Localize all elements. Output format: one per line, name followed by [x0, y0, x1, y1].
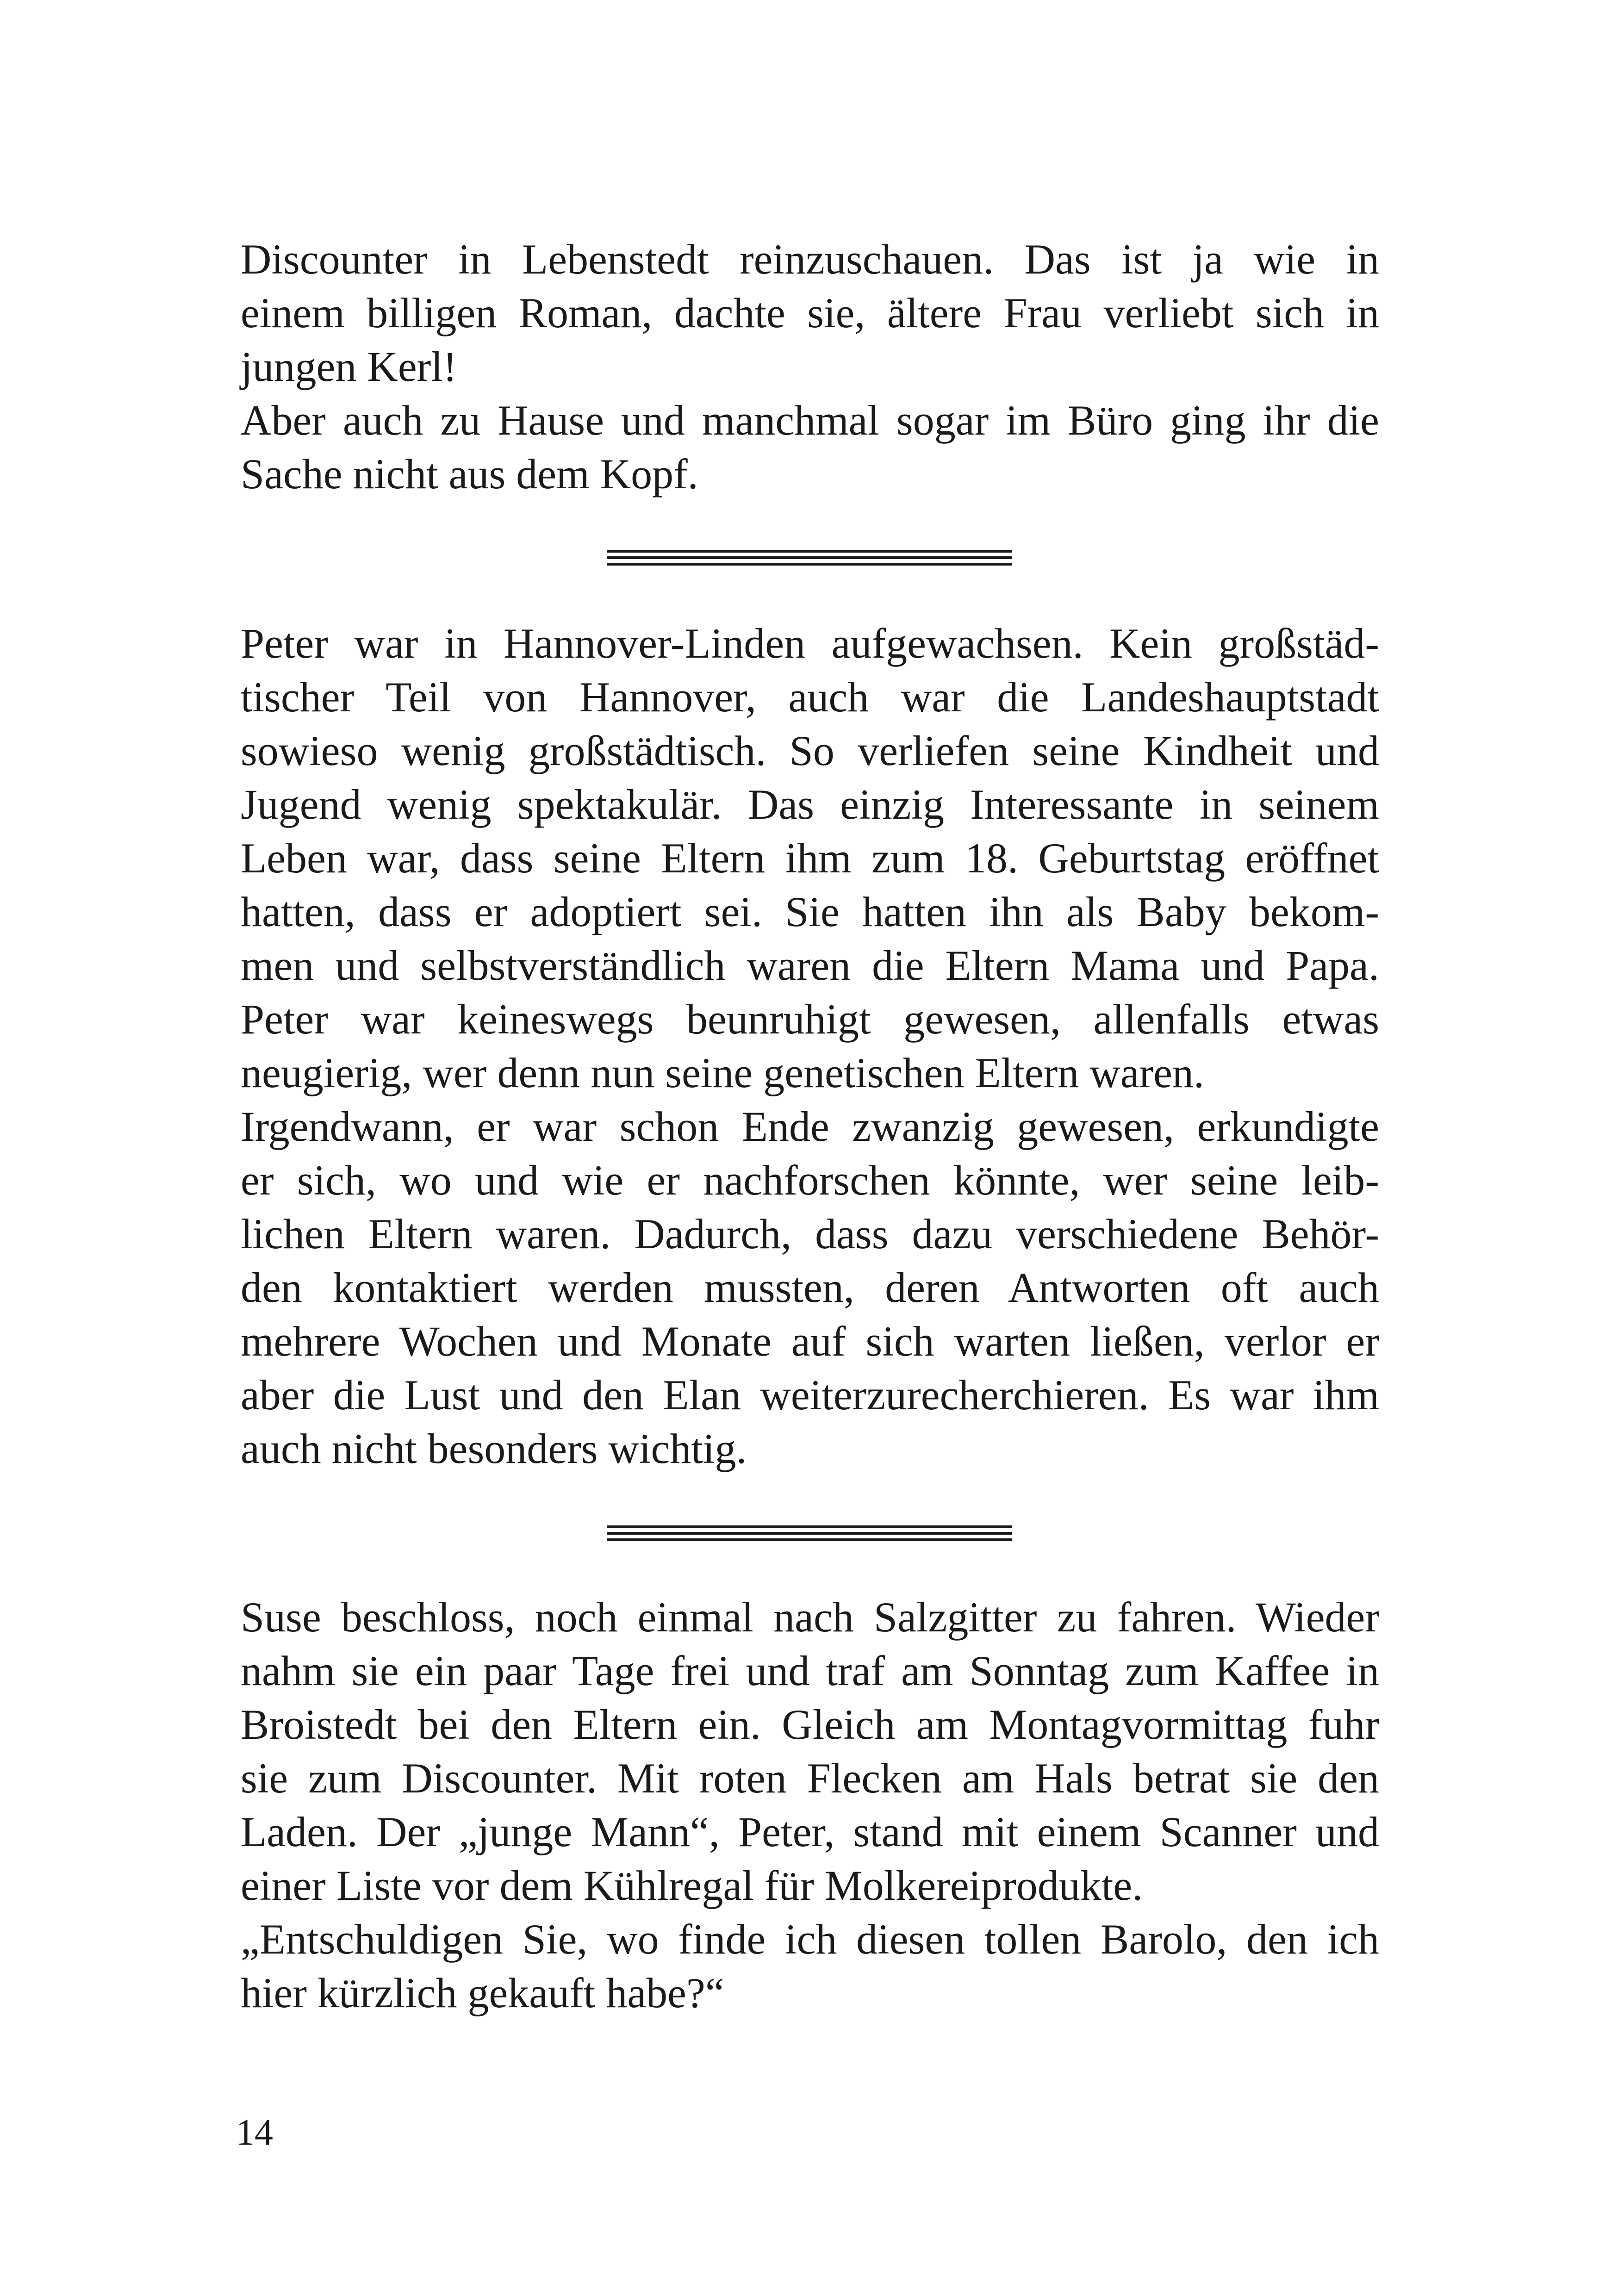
section-separator	[607, 550, 1012, 567]
text-line: Broistedt bei den Eltern ein. Gleich am Montagvormittag fuhr	[241, 1701, 1379, 1748]
text-line: Laden. Der „junge Mann“, Peter, stand mit einem Scanner und	[241, 1808, 1379, 1855]
text-line: Suse beschloss, noch einmal nach Salzgitter zu fahren. Wieder	[241, 1593, 1379, 1641]
text-line: Peter war in Hannover-Linden aufgewachsen. Kein großstäd-	[241, 620, 1379, 667]
text-line: hier kürzlich gekauft habe?“	[241, 1969, 724, 2016]
text-line: Aber auch zu Hause und manchmal sogar im Büro ging ihr die	[241, 397, 1379, 444]
text-line: Leben war, dass seine Eltern ihm zum 18. Geburtstag eröffnet	[241, 834, 1379, 882]
text-line: sie zum Discounter. Mit roten Flecken am Hals betrat sie den	[241, 1755, 1379, 1802]
text-line: den kontaktiert werden mussten, deren Antworten oft auch	[241, 1264, 1379, 1311]
text-line: nahm sie ein paar Tage frei und traf am Sonntag zum Kaffee in	[241, 1647, 1379, 1694]
paragraph-block-1	[241, 232, 1379, 501]
text-line: neugierig, wer denn nun seine genetischen Eltern waren.	[241, 1049, 1204, 1096]
text-line: aber die Lust und den Elan weiterzurecherchieren. Es war ihm	[241, 1371, 1379, 1419]
text-line: sowieso wenig großstädtisch. So verliefen seine Kindheit und	[241, 727, 1379, 774]
separator-rule	[607, 550, 1012, 553]
text-line: einer Liste vor dem Kühlregal für Molkereiprodukte.	[241, 1862, 1143, 1909]
separator-rule	[607, 563, 1012, 566]
text-line: hatten, dass er adoptiert sei. Sie hatten ihn als Baby bekom-	[241, 888, 1379, 935]
separator-rule	[607, 556, 1012, 559]
paragraph-block-2	[241, 616, 1379, 1475]
text-line: einem billigen Roman, dachte sie, ältere Frau verliebt sich in	[241, 289, 1379, 336]
section-separator	[607, 1525, 1012, 1543]
text-line: Sache nicht aus dem Kopf.	[241, 450, 698, 498]
text-line: er sich, wo und wie er nachforschen könnte, wer seine leib-	[241, 1157, 1379, 1204]
text-line: Irgendwann, er war schon Ende zwanzig gewesen, erkundigte	[241, 1103, 1379, 1150]
text-line: Peter war keineswegs beunruhigt gewesen, allenfalls etwas	[241, 996, 1379, 1043]
page-number: 14	[236, 2112, 273, 2153]
separator-rule	[607, 1532, 1012, 1535]
text-line: Jugend wenig spektakulär. Das einzig Interessante in seinem	[241, 781, 1379, 828]
text-line: tischer Teil von Hannover, auch war die Landeshauptstadt	[241, 673, 1379, 721]
text-line: „Entschuldigen Sie, wo finde ich diesen tollen Barolo, den ich	[241, 1916, 1379, 1963]
separator-rule	[607, 1538, 1012, 1541]
text-line: auch nicht besonders wichtig.	[241, 1425, 747, 1472]
paragraph-block-3	[241, 1590, 1379, 2020]
text-line: lichen Eltern waren. Dadurch, dass dazu verschiedene Behör-	[241, 1210, 1379, 1257]
text-line: mehrere Wochen und Monate auf sich warten ließen, verlor er	[241, 1318, 1379, 1365]
text-line: Discounter in Lebenstedt reinzuschauen. Das ist ja wie in	[241, 236, 1379, 283]
text-line: jungen Kerl!	[241, 343, 457, 390]
separator-rule	[607, 1525, 1012, 1528]
text-line: men und selbstverständlich waren die Eltern Mama und Papa.	[241, 942, 1379, 989]
